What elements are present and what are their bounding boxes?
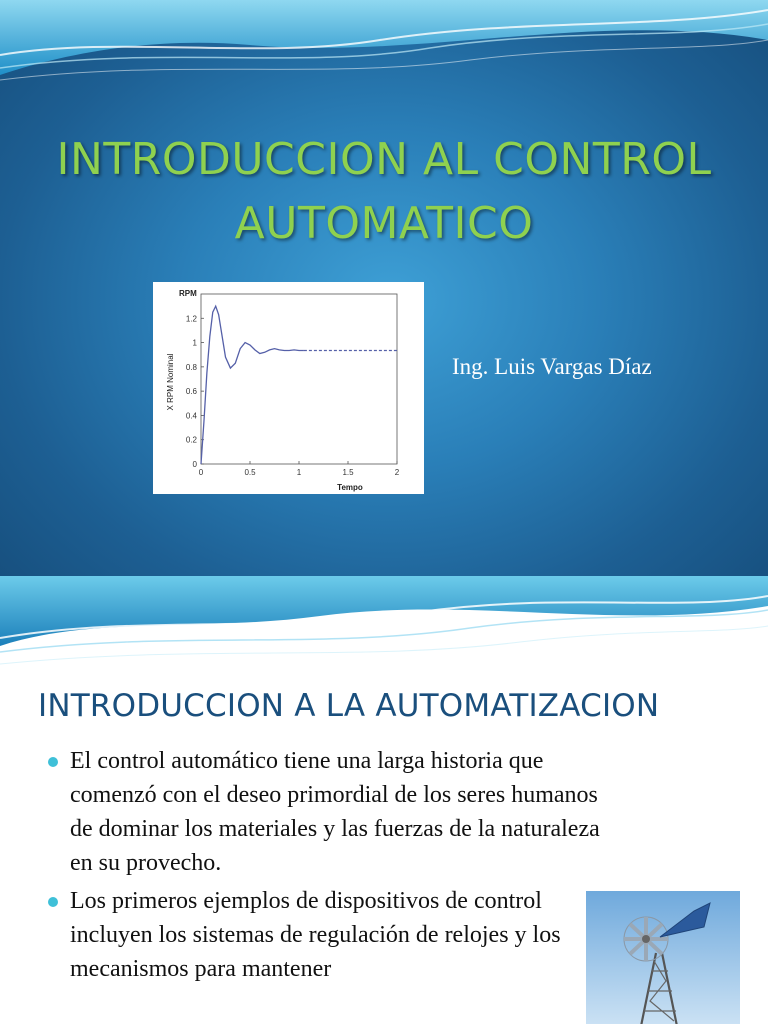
list-item: [48, 884, 608, 986]
x-tick-label: 0: [198, 468, 204, 477]
top-wave-decoration: [0, 0, 768, 110]
y-tick-label: 1.2: [185, 314, 197, 324]
y-tick-label: 0.2: [185, 435, 197, 445]
y-tick-label: 0.4: [185, 411, 197, 421]
x-tick-label: 1.5: [342, 468, 354, 477]
author-name: Ing. Luis Vargas Díaz: [452, 354, 652, 379]
x-tick-label: 1: [296, 468, 302, 477]
bullet-list: [48, 744, 608, 990]
y-tick-label: 0: [192, 460, 197, 469]
chart-ylabel: X RPM Nominal: [166, 353, 175, 411]
bullet-text: Los primeros ejemplos de dispositivos de control incluyen los sistemas de regulación de relojes y los mecanismos para mantener: [70, 888, 561, 982]
slide-heading: INTRODUCCION A LA AUTOMATIZACION: [38, 688, 660, 724]
chart-xlabel: Tempo: [337, 483, 363, 492]
top-wave-decoration: [0, 576, 768, 671]
plot-area-frame: [201, 294, 397, 464]
y-tick-label: 0.8: [185, 362, 197, 372]
bullet-text: El control automático tiene una larga historia que comenzó con el deseo primordial de los seres humanos de dominar los materiales y las fuerzas de la naturaleza en su provecho.: [70, 748, 600, 876]
content-slide: [0, 576, 768, 1024]
y-tick-label: 1: [192, 338, 197, 348]
x-tick-label: 0.5: [244, 468, 256, 477]
response-curve: [201, 306, 304, 464]
windmill-icon: [586, 891, 740, 1024]
chart-title: RPM: [179, 289, 197, 298]
bullet-icon: [48, 897, 58, 907]
y-tick-label: 0.6: [185, 387, 197, 397]
slide-title: INTRODUCCION AL CONTROL AUTOMATICO: [56, 134, 712, 249]
x-tick-label: 2: [394, 468, 400, 477]
list-item: [48, 744, 608, 880]
rpm-step-response-chart: [153, 282, 424, 494]
bullet-icon: [48, 757, 58, 767]
